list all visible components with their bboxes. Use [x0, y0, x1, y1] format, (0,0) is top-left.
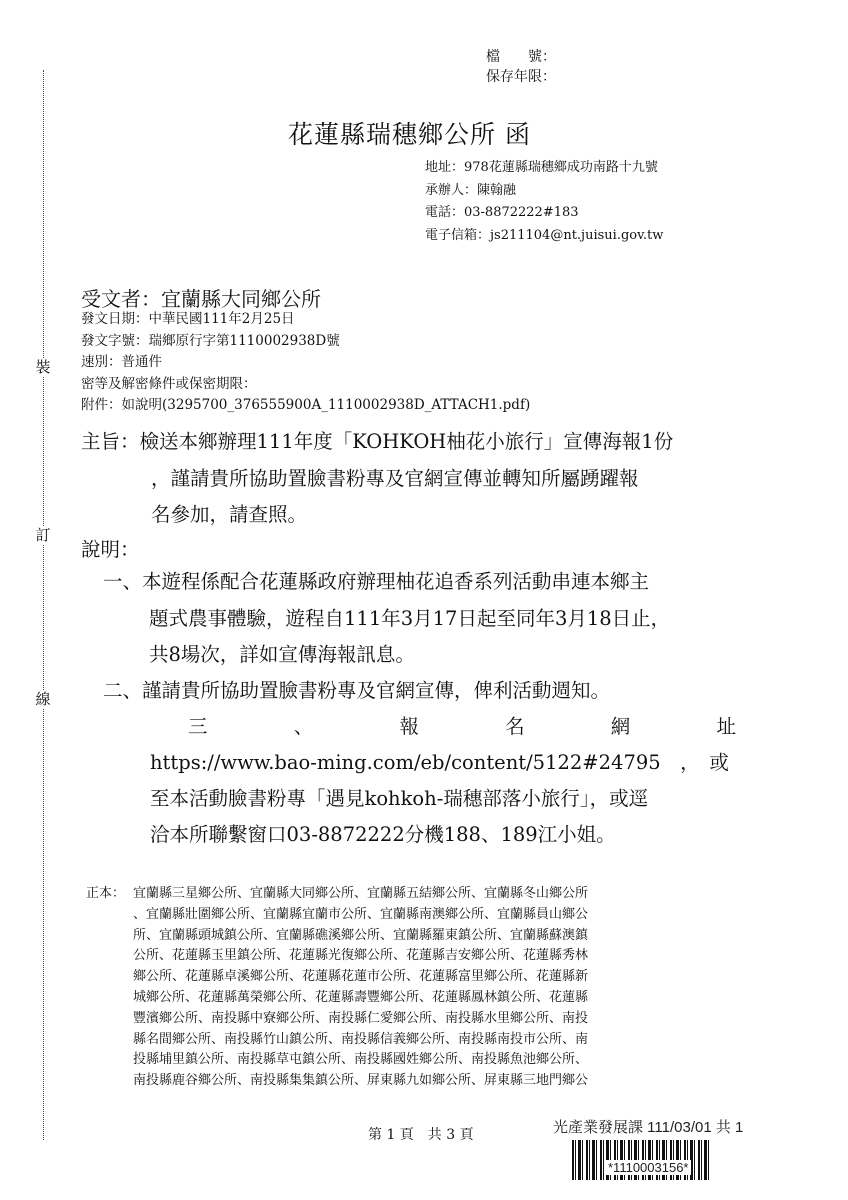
document-meta	[81, 309, 530, 417]
cc-label: 正本：	[86, 886, 126, 901]
subject-line-1: 檢送本鄉辦理111年度「KOHKOH柚花小旅行」宣傳海報1份	[139, 430, 674, 453]
item1-line-1: 一、本遊程係配合花蓮縣政府辦理柚花追香系列活動串連本鄉主	[103, 570, 650, 593]
secrecy-level: 密等及解密條件或保密期限：	[81, 375, 257, 392]
cc-list	[133, 884, 743, 1092]
sender-address: 地址：978花蓮縣瑞穗鄉成功南路十九號	[425, 160, 658, 175]
item3-line-4: 洽本所聯繫窗口03-8872222分機188、189江小姐。	[150, 823, 616, 846]
delivery-speed: 速別：普通件	[81, 354, 162, 370]
item3-char: 三	[188, 715, 208, 738]
explanation-item-2: 二、謹請貴所協助置臉書粉專及官網宣傳，俾利活動週知。	[103, 679, 611, 702]
item3-char: 、	[293, 715, 314, 738]
file-number-label: 檔 號：	[486, 49, 556, 65]
document-number: 發文字號：瑞鄉原行字第1110002938D號	[81, 332, 340, 349]
explanation-item-3	[180, 709, 740, 746]
item3-char: 報	[399, 715, 419, 738]
binding-char-ding: 訂	[35, 526, 51, 544]
cc-line: 宜蘭縣三星鄉公所、宜蘭縣大同鄉公所、宜蘭縣五結鄉公所、宜蘭縣冬山鄉公所	[133, 886, 589, 901]
attachment-link[interactable]: 附件：如說明(3295700_376555900A_1110002938D_ATTACH1.pdf)	[81, 397, 531, 413]
sender-info	[425, 157, 663, 247]
retention-period-label: 保存年限：	[486, 69, 556, 85]
cc-line: 、宜蘭縣壯圍鄉公所、宜蘭縣宜蘭市公所、宜蘭縣南澳鄉公所、宜蘭縣員山鄉公	[133, 906, 589, 922]
sender-phone: 電話：03-8872222#183	[425, 205, 579, 220]
explanation-item-1	[103, 564, 763, 674]
cc-line: 城鄉公所、花蓮縣萬榮鄉公所、花蓮縣壽豐鄉公所、花蓮縣鳳林鎮公所、花蓮縣	[133, 989, 589, 1005]
barcode-number: *1110003156*	[608, 1160, 689, 1175]
item3-line-1	[180, 709, 740, 746]
sender-email: 電子信箱：js211104@nt.juisui.gov.tw	[425, 227, 664, 243]
received-stamp: 光產業發展課 111/03/01 共 1	[553, 1119, 744, 1136]
sender-handler: 承辦人：陳翰融	[425, 182, 517, 198]
binding-char-xian: 線	[35, 690, 51, 708]
item3-char: 網	[610, 715, 631, 738]
item3-line-3: 至本活動臉書粉專「遇見kohkoh-瑞穗部落小旅行」，或逕	[150, 787, 649, 810]
subject-section	[81, 424, 781, 534]
subject-line-3: 名參加，請查照。	[151, 503, 308, 526]
cc-line: 所、宜蘭縣頭城鎮公所、宜蘭縣礁溪鄉公所、宜蘭縣羅東鎮公所、宜蘭縣蘇澳鎮	[133, 927, 589, 943]
cc-line: 縣名間鄉公所、南投縣竹山鎮公所、南投縣信義鄉公所、南投縣南投市公所、南	[133, 1031, 589, 1047]
item1-line-2: 題式農事體驗，遊程自111年3月17日起至同年3月18日止，	[149, 606, 671, 630]
explanation-label: 說明：	[81, 538, 140, 561]
cc-line: 南投縣鹿谷鄉公所、南投縣集集鎮公所、屏東縣九如鄉公所、屏東縣三地門鄉公	[133, 1073, 589, 1089]
subject-line-2: ，謹請貴所協助置臉書粉專及官網宣傳並轉知所屬踴躍報	[151, 466, 639, 490]
binding-dotted-line	[43, 70, 44, 1140]
item1-line-3: 共8場次，詳如宣傳海報訊息。	[149, 643, 415, 666]
cc-line: 投縣埔里鎮公所、南投縣草屯鎮公所、南投縣國姓鄉公所、南投縣魚池鄉公所、	[133, 1052, 589, 1068]
page-number: 第 1 頁 共 3 頁	[368, 1127, 474, 1143]
cc-line: 公所、花蓮縣玉里鎮公所、花蓮縣光復鄉公所、花蓮縣吉安鄉公所、花蓮縣秀林	[133, 948, 589, 964]
subject-label: 主旨：	[81, 430, 140, 453]
item3-char: 址	[716, 715, 736, 738]
document-title: 花蓮縣瑞穗鄉公所 函	[288, 120, 531, 149]
binding-char-zhuang: 裝	[35, 358, 51, 376]
cc-line: 鄉公所、花蓮縣卓溪鄉公所、花蓮縣花蓮市公所、花蓮縣富里鄉公所、花蓮縣新	[133, 969, 589, 985]
item3-line-2[interactable]: https://www.bao-ming.com/eb/content/5122#24795 ， 或	[150, 751, 729, 774]
item3-char: 名	[505, 715, 525, 738]
cc-line: 豐濱鄉公所、南投縣中寮鄉公所、南投縣仁愛鄉公所、南投縣水里鄉公所、南投	[133, 1010, 589, 1026]
recipient: 受文者：宜蘭縣大同鄉公所	[81, 287, 321, 311]
issue-date: 發文日期：中華民國111年2月25日	[81, 311, 295, 327]
